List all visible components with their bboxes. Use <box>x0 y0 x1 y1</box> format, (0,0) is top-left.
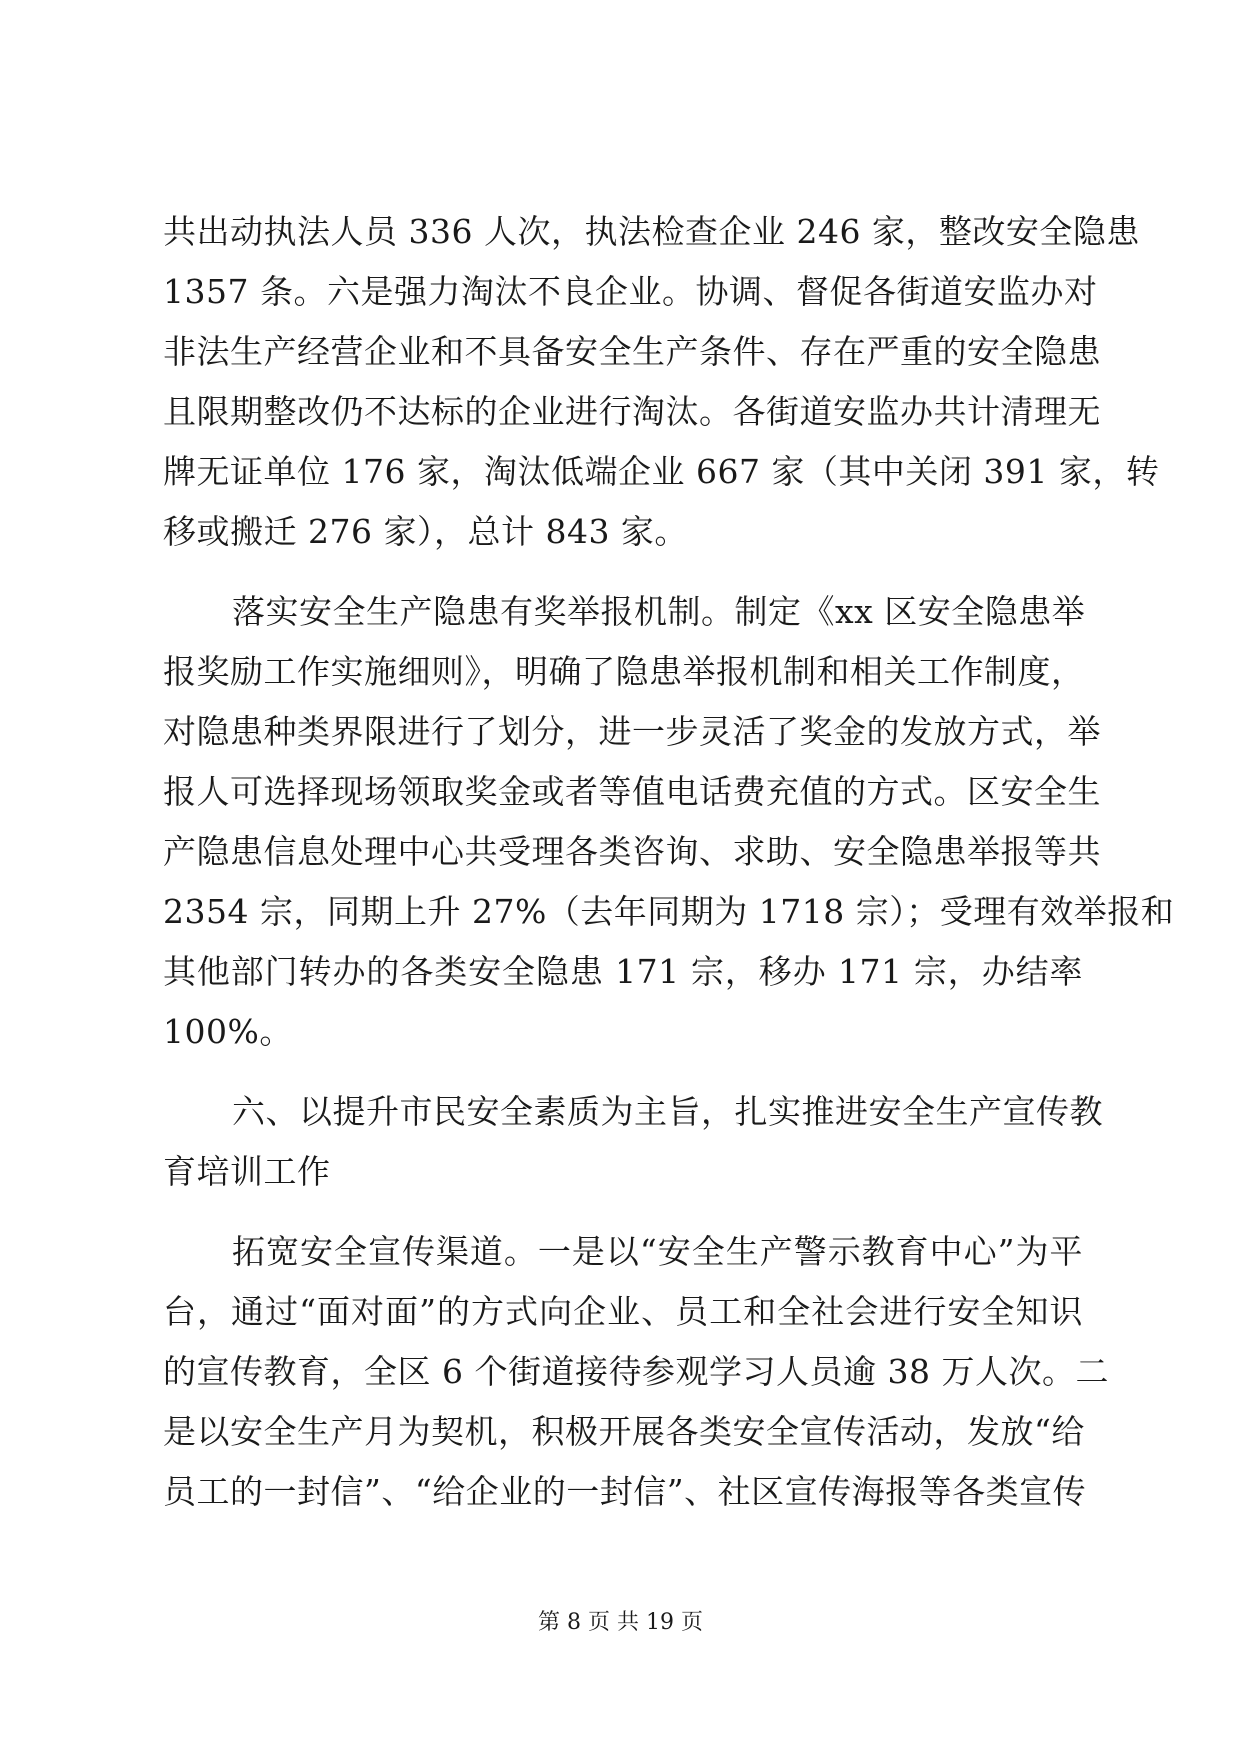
paragraph-line: 是以安全生产月为契机，积极开展各类安全宣传活动，发放“给 <box>163 1412 1085 1451</box>
paragraph-line: 共出动执法人员 336 人次，执法检查企业 246 家，整改安全隐患 <box>163 212 1140 251</box>
paragraph-line: 报奖励工作实施细则》，明确了隐患举报机制和相关工作制度， <box>163 652 1085 691</box>
paragraph-line: 移或搬迁 276 家），总计 843 家。 <box>163 512 688 551</box>
paragraph-line: 员工的一封信”、“给企业的一封信”、社区宣传海报等各类宣传 <box>163 1472 1087 1511</box>
section-heading-line: 六、以提升市民安全素质为主旨，扎实推进安全生产宣传教 <box>232 1092 1103 1131</box>
paragraph-line: 且限期整改仍不达标的企业进行淘汰。各街道安监办共计清理无 <box>163 392 1101 431</box>
paragraph-line: 2354 宗，同期上升 27%（去年同期为 1718 宗）；受理有效举报和 <box>163 892 1175 931</box>
paragraph-line: 1357 条。六是强力淘汰不良企业。协调、督促各街道安监办对 <box>163 272 1098 311</box>
page-number-footer: 第 8 页 共 19 页 <box>538 1610 703 1635</box>
section-heading-line: 育培训工作 <box>163 1152 331 1191</box>
paragraph-line: 报人可选择现场领取奖金或者等值电话费充值的方式。区安全生 <box>163 772 1101 811</box>
paragraph-line: 产隐患信息处理中心共受理各类咨询、求助、安全隐患举报等共 <box>163 832 1101 871</box>
paragraph-line: 台，通过“面对面”的方式向企业、员工和全社会进行安全知识 <box>163 1292 1083 1331</box>
paragraph-line: 其他部门转办的各类安全隐患 171 宗，移办 171 宗，办结率 <box>163 952 1083 991</box>
paragraph-line: 拓宽安全宣传渠道。一是以“安全生产警示教育中心”为平 <box>232 1232 1083 1271</box>
paragraph-line: 非法生产经营企业和不具备安全生产条件、存在严重的安全隐患 <box>163 332 1101 371</box>
paragraph-line: 对隐患种类界限进行了划分，进一步灵活了奖金的发放方式，举 <box>163 712 1101 751</box>
paragraph-line: 落实安全生产隐患有奖举报机制。制定《xx 区安全隐患举 <box>232 592 1086 631</box>
paragraph-line: 的宣传教育，全区 6 个街道接待参观学习人员逾 38 万人次。二 <box>163 1352 1109 1391</box>
paragraph-line: 牌无证单位 176 家，淘汰低端企业 667 家（其中关闭 391 家，转 <box>163 452 1160 491</box>
paragraph-line: 100%。 <box>163 1012 293 1051</box>
